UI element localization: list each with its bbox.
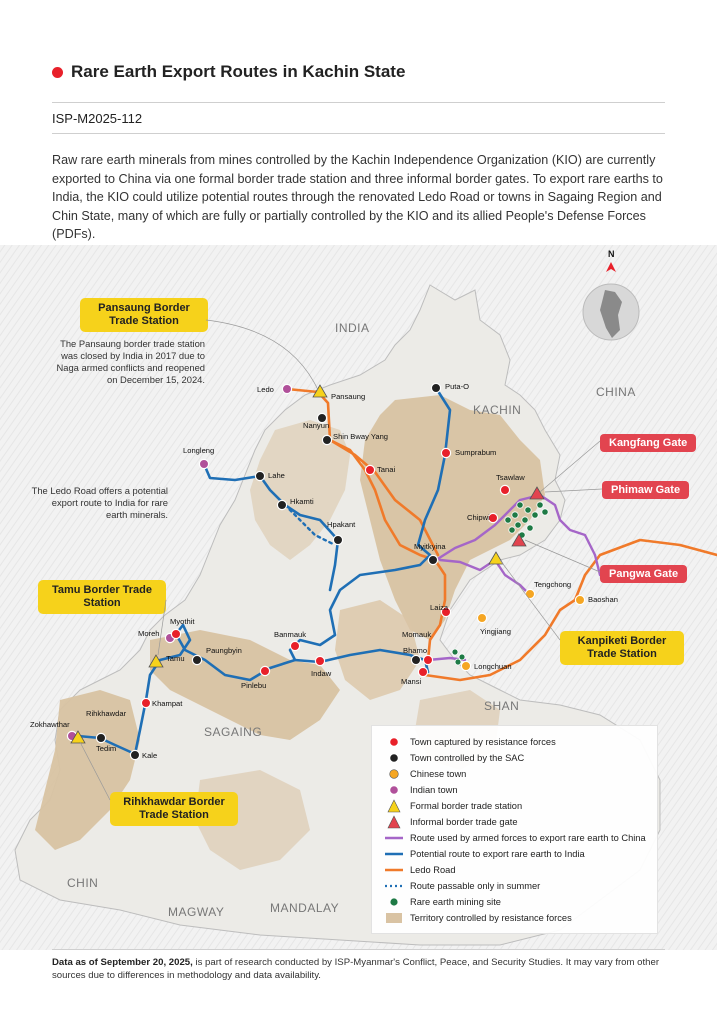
legend-item [384,799,522,813]
legend-label: Formal border trade station [410,801,523,811]
informal-gate-icon [530,487,544,499]
town-label-khampat: Khampat [152,699,183,708]
town-label-pinlebu: Pinlebu [241,681,267,690]
town-label-ledo: Ledo [257,385,274,394]
leader-line [545,489,602,492]
town-label-yingjiang: Yingjiang [480,627,511,636]
kanpiketi-callout: Kanpiketi Border Trade Station [560,631,684,665]
leader-line [525,540,600,572]
rihkhawdar-callout: Rihkhawdar Border Trade Station [110,792,238,826]
report-id: ISP-M2025-112 [52,111,143,126]
pangwa-gate-label: Pangwa Gate [600,565,687,583]
indian-town-marker [199,459,208,468]
sac-town-marker [322,435,331,444]
chinese-town-marker [477,613,486,622]
legend-item [384,735,556,749]
town-label-tsawlaw: Tsawlaw [496,473,525,482]
town-label-myothit: Myothit [170,617,195,626]
town-label-bhamo: Bhamo [403,646,428,655]
kangfang-gate-label: Kangfang Gate [600,434,696,452]
sac-town-marker [255,471,264,480]
town-label-mansi: Mansi [401,677,422,686]
captured-town-marker [365,465,374,474]
town-label-rihkhawdar: Rihkhawdar [86,709,127,718]
town-label-chipwi: Chipwi [467,513,490,522]
sac-town-marker [411,655,420,664]
town-label-baoshan: Baoshan [588,595,618,604]
phimaw-gate-label: Phimaw Gate [602,481,689,499]
sac-town-marker [130,750,139,759]
captured-town-marker [290,641,299,650]
region-china: CHINA [596,385,636,399]
town-label-shin-bway-yang: Shin Bway Yang [333,432,389,441]
captured-town-marker [171,629,180,638]
region-chin: CHIN [67,876,99,890]
town-label-hpakant: Hpakant [327,520,356,529]
legend-label: Informal border trade gate [410,817,518,827]
region-magway: MAGWAY [168,905,225,919]
legend-item [384,911,572,925]
formal-station-icon [489,552,503,564]
legend-label: Potential route to export rare earth to India [410,849,585,859]
footer-text: is part of research conducted by ISP-Myanmar's Conflict, Peace, and Security Studies. It may vary from other sources due to differences in methodology and data availability. [52,957,660,981]
chinese-town-marker [525,589,534,598]
legend-label: Route used by armed forces to export rare earth to China [410,833,646,843]
ledo-note: The Ledo Road offers a potential export route to India for rare earth minerals. [31,485,168,520]
town-label-nanyun: Nanyun [303,421,330,430]
leader-line [540,441,600,492]
town-label-longchuan: Longchuan [474,662,512,671]
captured-town-marker [315,656,324,665]
town-label-tengchong: Tengchong [534,580,572,589]
captured-town-marker [441,448,450,457]
town-label-tamu: Tamu [166,654,185,663]
north-label: N [608,249,615,259]
captured-town-marker [141,698,150,707]
town-label-paungbyin: Paungbyin [206,646,242,655]
legend-item [384,815,518,829]
legend-label: Town captured by resistance forces [410,737,556,747]
sac-town-marker [428,555,437,564]
sac-town-marker [96,733,105,742]
informal-gate-icon [512,534,526,546]
intro-paragraph: Raw rare earth minerals from mines controlled by the Kachin Independence Organization (KIO) are currently exported to China via one formal border trade station and three informal border gates. To export rare earths to India, the KIO could utilize potential routes through the renovated Ledo Road or towns in Sagaing Region and Chin State, many of which are fully or partially controlled by the KIO and its allied People's Defense Forces (PDFs). [52,153,663,241]
formal-station-icon [149,655,163,667]
legend-label: Indian town [410,785,458,795]
legend-item [384,863,456,877]
sac-town-marker [277,500,286,509]
town-label-tanai: Tanai [377,465,396,474]
leader-line [158,600,166,655]
sac-town-marker [192,655,201,664]
town-label-kale: Kale [142,751,158,760]
town-label-lahe: Lahe [268,471,285,480]
leader-line [206,320,318,390]
town-label-tedim: Tedim [96,744,117,753]
legend-item [384,767,466,781]
captured-town-marker [260,666,269,675]
legend-label: Ledo Road [410,865,456,875]
pansaung-note: The Pansaung border trade station was closed by India in 2017 due to Naga armed conflicts and reopened on December 15, 2024. [56,338,205,385]
region-sagaing: SAGAING [204,725,263,739]
tamu-callout: Tamu Border Trade Station [38,580,166,614]
legend-item [384,895,501,909]
region-india: INDIA [335,321,370,335]
legend-label: Chinese town [410,769,467,779]
captured-town-marker [423,655,432,664]
region-shan: SHAN [484,699,520,713]
divider [52,949,665,950]
legend-label: Town controlled by the SAC [410,753,525,763]
town-label-momauk: Momauk [402,630,432,639]
town-label-myitkyina: Myitkyina [414,542,446,551]
town-label-hkamti: Hkamti [290,497,314,506]
formal-station-icon [313,385,327,397]
chinese-town-marker [575,595,584,604]
town-label-banmauk: Banmauk [274,630,307,639]
sac-town-marker [333,535,342,544]
town-label-indaw: Indaw [311,669,332,678]
page-title: Rare Earth Export Routes in Kachin State [71,62,406,81]
legend-item [384,751,524,765]
legend-item [384,831,646,845]
town-label-moreh: Moreh [138,629,160,638]
footer-date: Data as of September 20, 2025, [52,957,193,968]
indian-town-marker [282,384,291,393]
legend-label: Rare earth mining site [410,897,501,907]
region-kachin: KACHIN [473,403,522,417]
town-label-sumprabum: Sumprabum [455,448,497,457]
captured-town-marker [418,667,427,676]
legend-item [384,879,540,893]
legend-item [384,783,458,797]
chinese-town-marker [461,661,470,670]
legend-label: Territory controlled by resistance forces [410,913,572,923]
town-label-laiza: Laiza [430,603,449,612]
pansaung-callout: Pansaung Border Trade Station [80,298,208,332]
town-label-puta-o: Puta-O [445,382,470,391]
town-label-pansaung: Pansaung [331,392,366,401]
footer-note [52,956,672,982]
region-mandalay: MANDALAY [270,901,340,915]
sac-town-marker [431,383,440,392]
captured-town-marker [500,485,509,494]
legend-label: Route passable only in summer [410,881,541,891]
legend-item [384,847,585,861]
town-label-zokhawthar: Zokhawthar [30,720,70,729]
town-label-longleng: Longleng [183,446,215,455]
map-legend [371,725,658,934]
